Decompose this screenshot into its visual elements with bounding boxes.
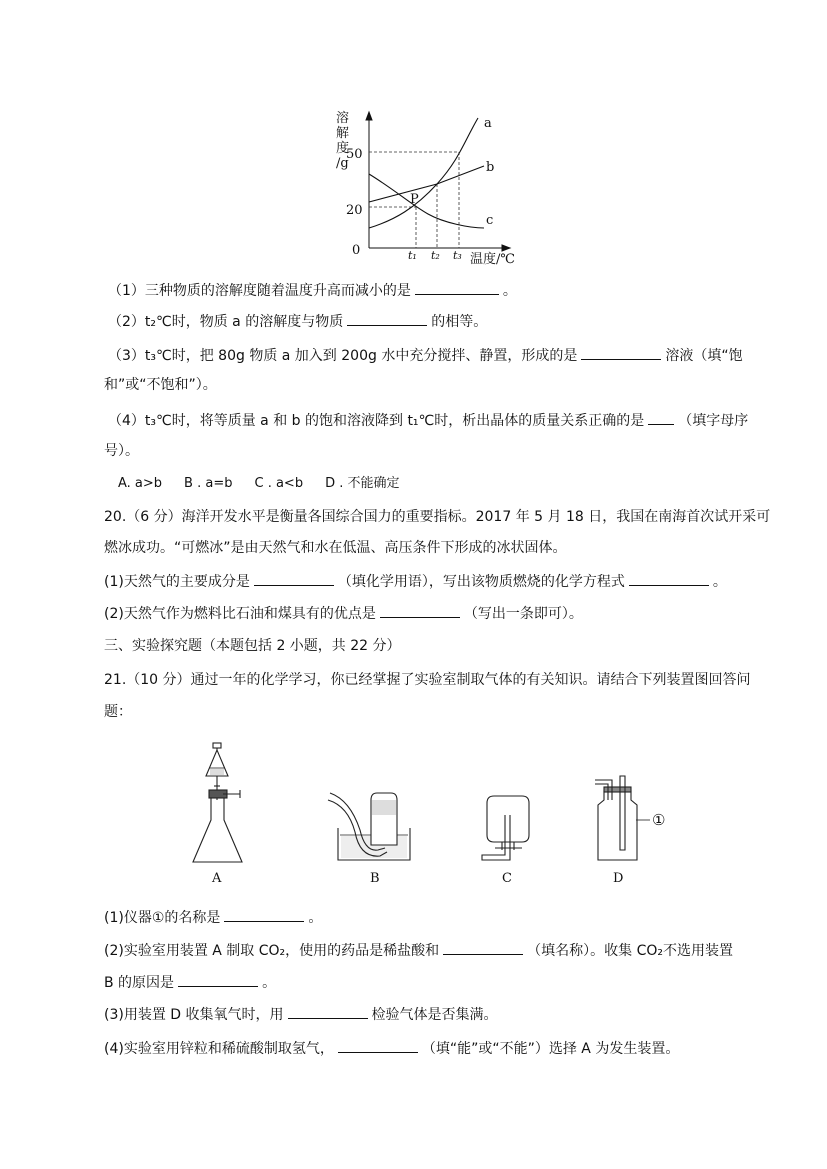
q21-sub1: (1)仪器①的名称是 。 xyxy=(104,907,322,928)
answer-blank[interactable] xyxy=(648,410,674,425)
q19-sub3: （3）t₃℃时，把 80g 物质 a 加入到 200g 水中充分搅拌、静置，形成的是 溶液（填“饱 xyxy=(108,345,743,366)
option-c: C . a<b xyxy=(254,476,304,491)
apparatus-c xyxy=(482,796,529,860)
apparatus-b xyxy=(328,793,410,860)
answer-blank[interactable] xyxy=(178,972,258,987)
graph-ylabel-4: /g xyxy=(336,156,349,171)
option-a: A. a>b xyxy=(118,476,163,491)
q21-sub2-cont: B 的原因是 。 xyxy=(104,972,276,993)
answer-blank[interactable] xyxy=(629,571,709,586)
graph-ylabel-2: 解 xyxy=(336,126,350,141)
answer-blank[interactable] xyxy=(380,603,460,618)
q19-sub3-cont: 和”或“不饱和”）。 xyxy=(104,377,217,393)
q21-sub3: (3)用装置 D 收集氧气时，用 检验气体是否集满。 xyxy=(104,1004,498,1025)
q19-sub1: （1）三种物质的溶解度随着温度升高而减小的是 。 xyxy=(108,280,517,301)
q20-sub1: (1)天然气的主要成分是 （填化学用语），写出该物质燃烧的化学方程式 。 xyxy=(104,571,727,592)
curve-label-b: b xyxy=(486,160,495,175)
apparatus-a xyxy=(193,743,242,862)
section-heading: 三、实验探究题（本题包括 2 小题，共 22 分） xyxy=(104,638,401,654)
answer-blank[interactable] xyxy=(415,280,499,295)
answer-blank[interactable] xyxy=(443,940,523,955)
q21-line1: 21.（10 分）通过一年的化学学习，你已经掌握了实验室制取气体的有关知识。请结合下列装置图回答问 xyxy=(104,672,751,688)
q19-options xyxy=(118,474,422,494)
q21-line2: 题： xyxy=(104,704,132,720)
q20-sub2: (2)天然气作为燃料比石油和煤具有的优点是 （写出一条即可）。 xyxy=(104,603,583,624)
answer-blank[interactable] xyxy=(224,907,304,922)
apparatus-d xyxy=(595,776,650,860)
marker-1: ① xyxy=(652,811,666,829)
x-axis-label: 温度/℃ xyxy=(470,252,515,267)
y-tick-0: 0 xyxy=(352,243,361,258)
q19-sub4: （4）t₃℃时，将等质量 a 和 b 的饱和溶液降到 t₁℃时，析出晶体的质量关系正确的是 （填字母序 xyxy=(108,410,748,431)
q20-line2: 燃冰成功。“可燃冰”是由天然气和水在低温、高压条件下形成的冰状固体。 xyxy=(104,540,567,556)
answer-blank[interactable] xyxy=(288,1004,368,1019)
point-p-label: P xyxy=(410,192,419,207)
x-tick-t2: t₂ xyxy=(431,249,440,262)
answer-blank[interactable] xyxy=(347,311,427,326)
label-b: B xyxy=(370,871,380,886)
x-tick-t3: t₃ xyxy=(453,249,462,262)
solubility-graph xyxy=(330,105,530,270)
q21-sub4: (4)实验室用锌粒和稀硫酸制取氢气， （填“能”或“不能”）选择 A 为发生装置。 xyxy=(104,1038,679,1059)
y-tick-20: 20 xyxy=(346,203,363,218)
option-b: B . a=b xyxy=(184,476,233,491)
curves xyxy=(369,118,484,228)
x-tick-t1: t₁ xyxy=(408,249,417,262)
curve-c xyxy=(369,174,484,228)
q20-line1: 20.（6 分）海洋开发水平是衡量各国综合国力的重要指标。2017 年 5 月 18 日，我国在南海首次试开采可 xyxy=(104,509,771,525)
apparatus-figure xyxy=(180,738,666,888)
answer-blank[interactable] xyxy=(338,1038,418,1053)
answer-blank[interactable] xyxy=(581,345,661,360)
curve-b xyxy=(369,166,484,202)
q19-sub4-cont: 号）。 xyxy=(104,443,139,459)
graph-ylabel-1: 溶 xyxy=(336,111,350,126)
curve-label-c: c xyxy=(486,213,494,228)
q21-sub2: (2)实验室用装置 A 制取 CO₂，使用的药品是稀盐酸和 （填名称）。收集 CO₂不选用装置 xyxy=(104,940,733,961)
label-d: D xyxy=(613,871,624,886)
graph-axes xyxy=(366,112,510,251)
option-d: D . 不能确定 xyxy=(325,476,400,491)
curve-label-a: a xyxy=(484,116,492,131)
y-tick-50: 50 xyxy=(346,147,363,162)
label-a: A xyxy=(212,871,222,886)
answer-blank[interactable] xyxy=(254,571,334,586)
q19-sub2: （2）t₂℃时，物质 a 的溶解度与物质 的相等。 xyxy=(108,311,487,332)
graph-ylabel-3: 度 xyxy=(336,141,350,156)
label-c: C xyxy=(502,871,512,886)
